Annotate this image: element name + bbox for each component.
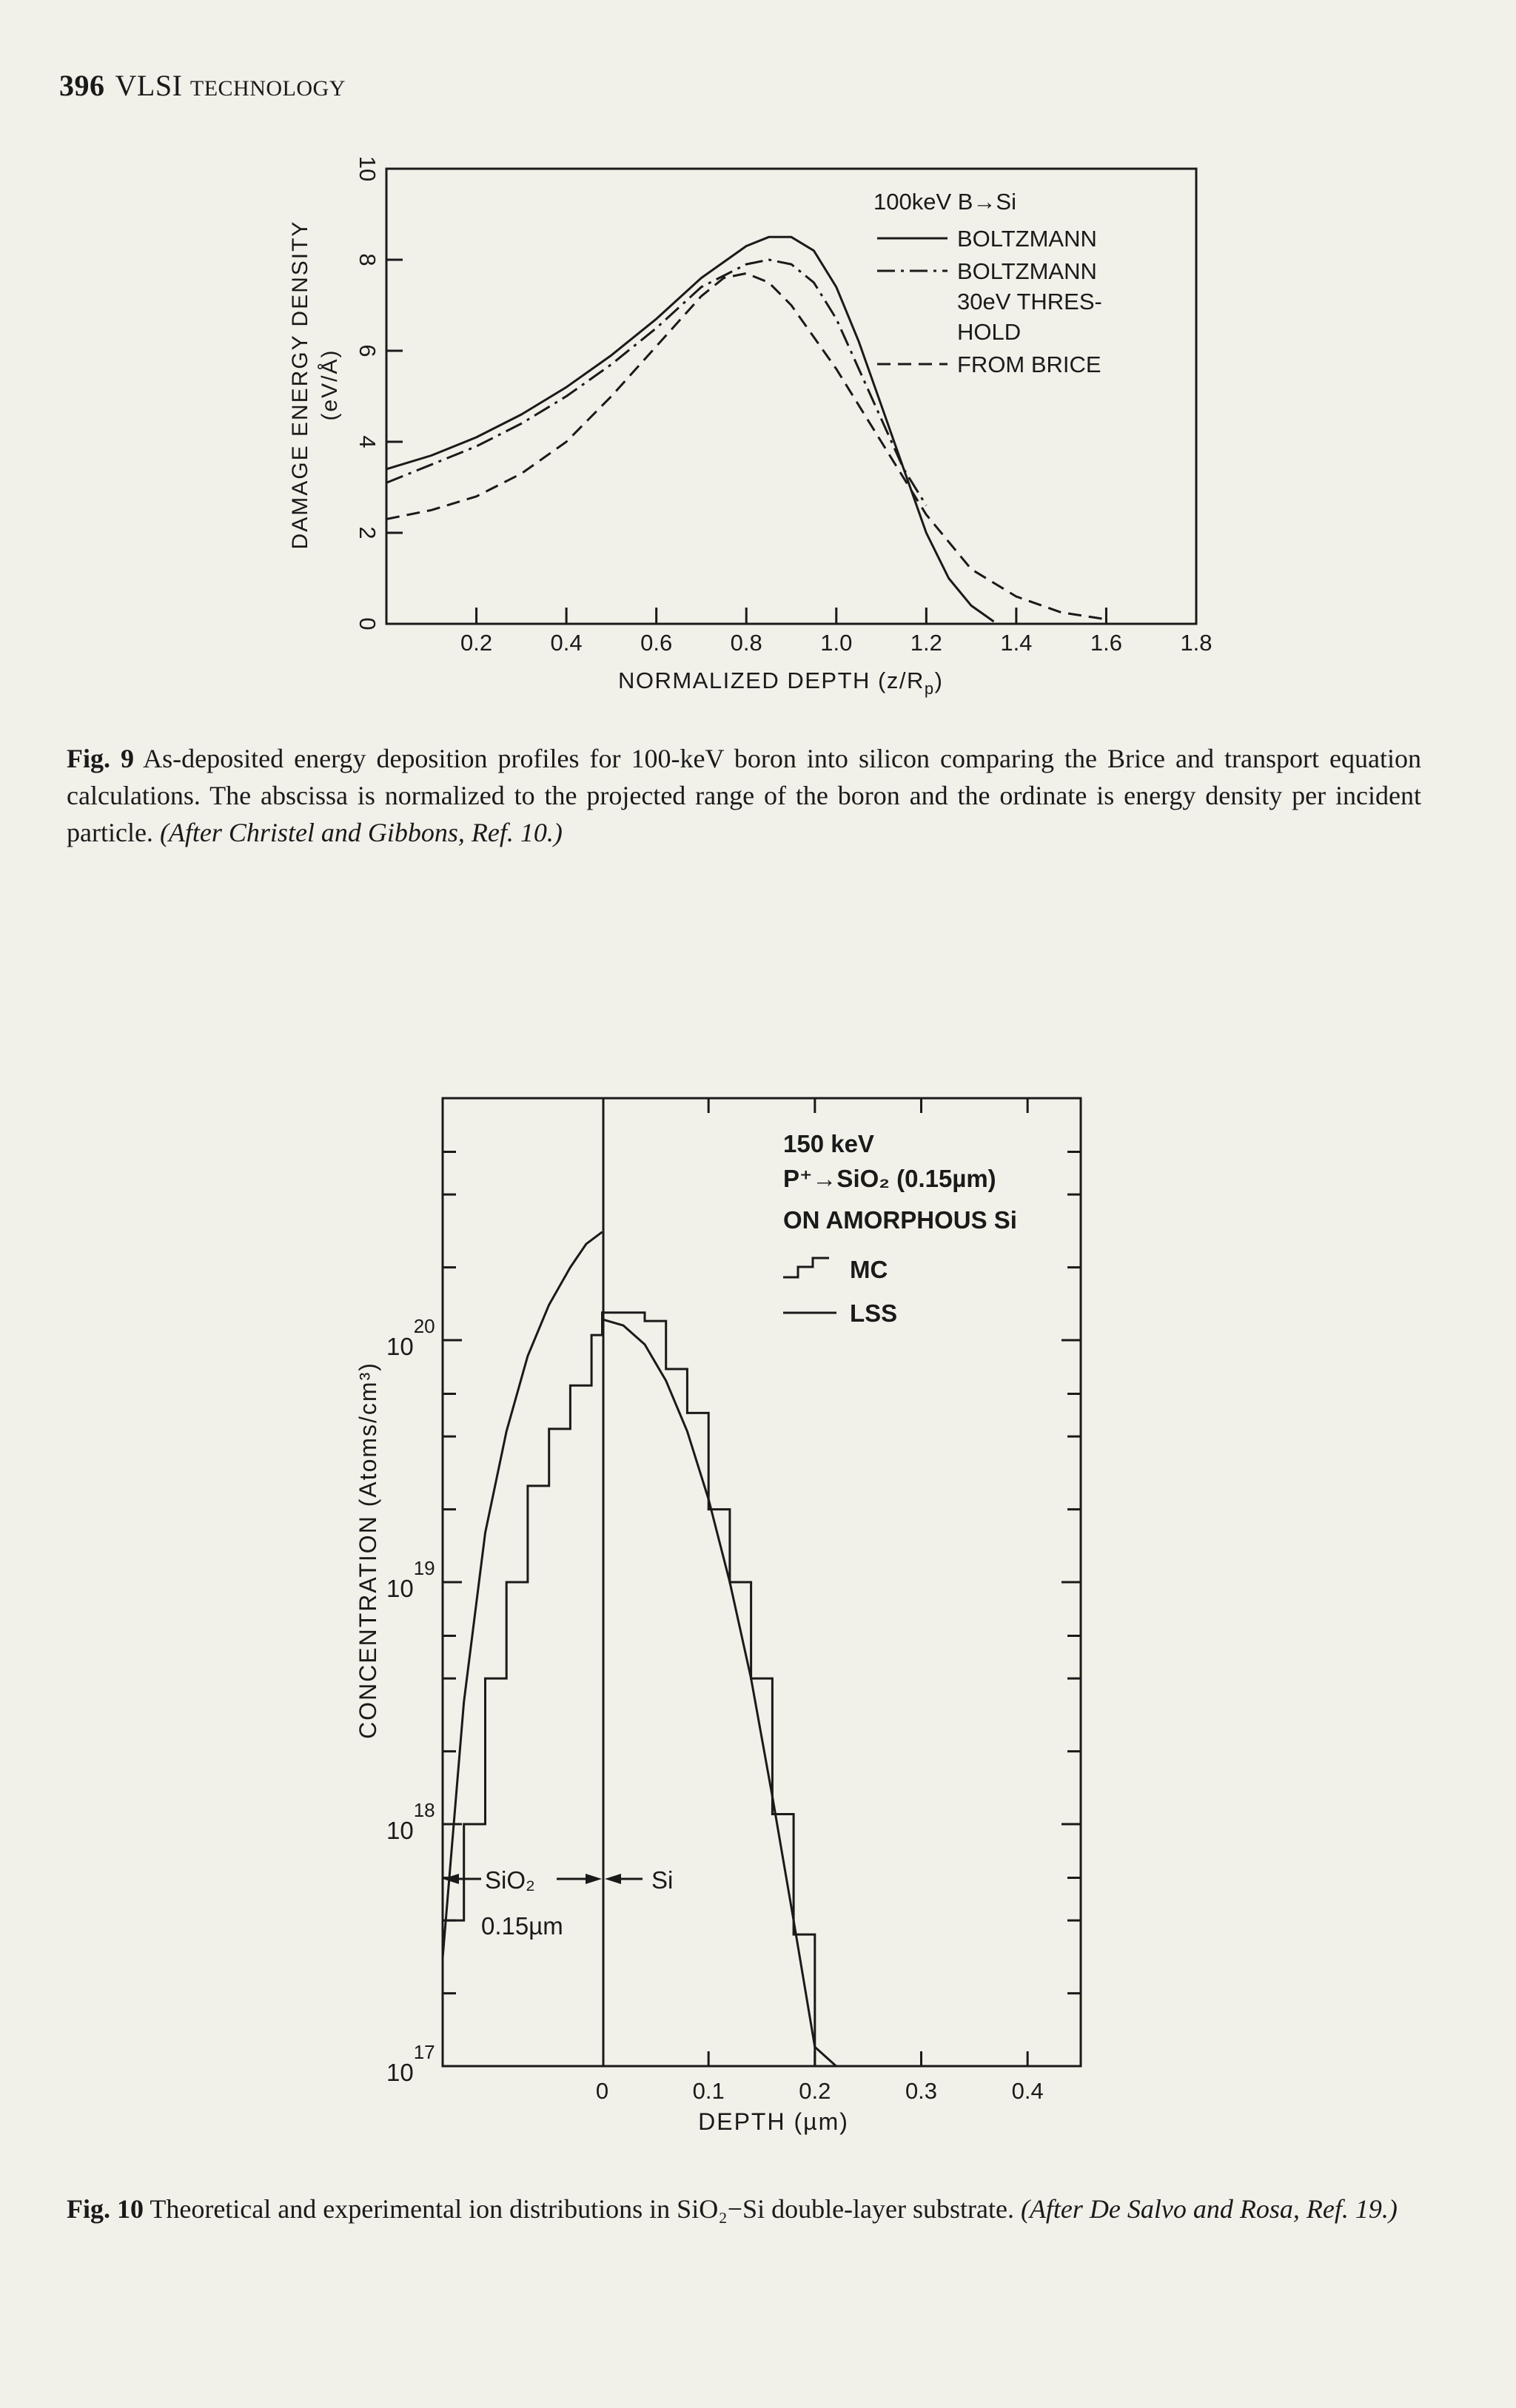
fig9-y-tick-label: 6 — [354, 344, 380, 357]
fig10-legend — [783, 1130, 1017, 1327]
fig10-sio2-label: SiO₂ — [485, 1866, 535, 1894]
fig9-x-tick-label: 1.4 — [1000, 630, 1033, 656]
fig9-caption-cite: (After Christel and Gibbons, Ref. 10.) — [159, 818, 563, 847]
fig9-x-tick-label: 1.2 — [910, 630, 942, 656]
fig10-series-lss-oxide — [443, 1232, 603, 1958]
fig10-thickness-label: 0.15µm — [481, 1912, 563, 1940]
fig9-legend-title: 100keV B→Si — [873, 189, 1016, 215]
fig10-caption-text: Theoretical and experimental ion distributions in SiO₂−Si double-layer substrate. — [150, 2194, 1014, 2224]
fig9-x-tick-label: 1.0 — [820, 630, 853, 656]
fig10-title-line3: ON AMORPHOUS Si — [783, 1206, 1017, 1234]
fig9-ylabel-line1: DAMAGE ENERGY DENSITY — [288, 220, 312, 550]
fig10-series-mc — [443, 1313, 815, 2066]
header-title-rest: TECHNOLOGY — [190, 76, 346, 101]
fig10-x-tick-label: 0.4 — [1011, 2078, 1044, 2104]
fig10-legend-mc: MC — [850, 1256, 888, 1283]
fig10-ylabel: CONCENTRATION (Atoms/cm³) — [355, 1362, 381, 1739]
fig10-legend-lss: LSS — [850, 1299, 898, 1327]
header-title-caps: VLSI — [115, 69, 183, 102]
fig10-xlabel: DEPTH (µm) — [698, 2108, 849, 2135]
fig9-x-tick-label: 1.6 — [1090, 630, 1122, 656]
fig10-si-label: Si — [651, 1866, 674, 1894]
fig9-y-tick-label: 4 — [354, 435, 380, 448]
fig9-xlabel: NORMALIZED DEPTH $(z/R_p)$ — [618, 667, 944, 698]
fig10-caption — [67, 2190, 1421, 2227]
fig9-x-tick-label: 0.4 — [550, 630, 583, 656]
fig10-series-lss-silicon — [603, 1319, 858, 2066]
page-number: 396 — [59, 69, 105, 102]
fig10-title-line2: P⁺→SiO₂ (0.15µm) — [783, 1165, 996, 1192]
fig9-x-tick-label: 1.8 — [1180, 630, 1213, 656]
fig9-legend-boltzmann: BOLTZMANN — [957, 226, 1097, 252]
fig10-x-tick-label: 0.3 — [905, 2078, 938, 2104]
fig9-y-tick-label: 10 — [354, 155, 380, 182]
fig9-y-tick-label: 0 — [354, 617, 380, 630]
fig10-title-line1: 150 keV — [783, 1130, 874, 1157]
fig10-x-tick-label: 0 — [595, 2078, 609, 2104]
fig10-y-tick-label: $10^{19}$ — [386, 1557, 435, 1602]
fig9-caption-text: As-deposited energy deposition profiles for 100-keV boron into silicon comparing the Brice and transport equation calculations. The abscissa is normalized to the projected range of the boron and the ordinate is energy density per incident particle. — [67, 744, 1421, 847]
fig10-caption-cite: (After De Salvo and Rosa, Ref. 19.) — [1020, 2194, 1398, 2224]
fig10-x-tick-label: 0.2 — [799, 2078, 831, 2104]
fig10-x-tick-label: 0.1 — [692, 2078, 725, 2104]
fig10-legend-swatch-mc — [783, 1258, 829, 1277]
fig10-y-tick-label: $10^{17}$ — [386, 2041, 435, 2086]
fig9-x-tick-label: 0.2 — [460, 630, 493, 656]
fig9-ylabel-line2: (eV/Å) — [318, 349, 342, 421]
fig9-x-tick-label: 0.8 — [730, 630, 762, 656]
fig9-y-tick-label: 8 — [354, 253, 380, 266]
fig9-y-tick-label: 2 — [354, 526, 380, 539]
fig9-legend-threshold: BOLTZMANN 30eV THRES- HOLD — [957, 258, 1102, 345]
fig9-caption-label: Fig. 9 — [67, 744, 135, 773]
fig10-y-tick-label: $10^{20}$ — [386, 1315, 435, 1360]
fig9-legend-brice: FROM BRICE — [957, 352, 1101, 377]
fig9-x-tick-label: 0.6 — [640, 630, 673, 656]
fig10-series — [443, 1232, 857, 2066]
fig10-layer-annotation — [443, 1866, 673, 1940]
fig10-caption-label: Fig. 10 — [67, 2194, 144, 2224]
fig10-y-tick-label: $10^{18}$ — [386, 1799, 435, 1844]
